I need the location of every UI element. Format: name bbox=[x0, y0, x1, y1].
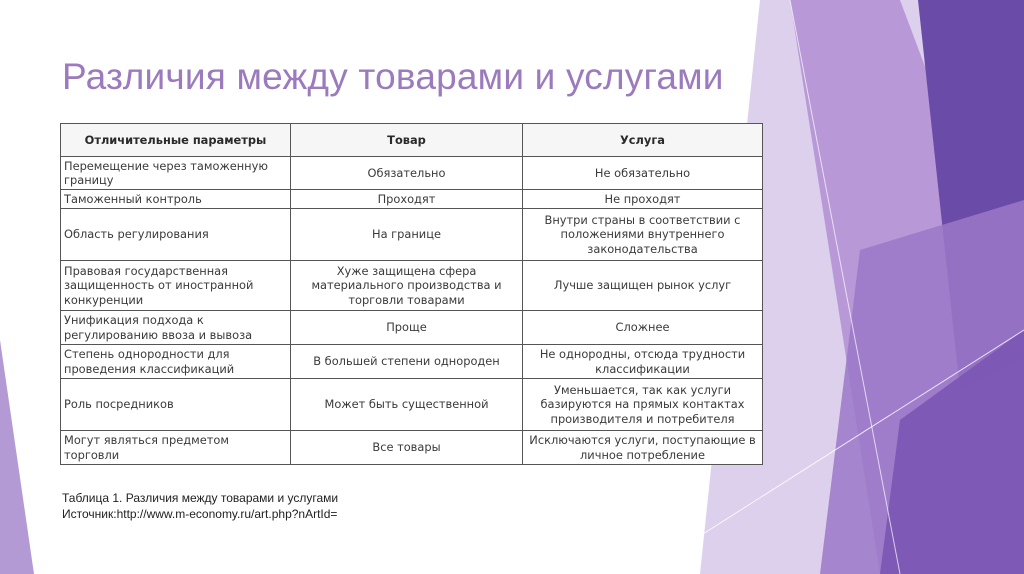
decor-shape-left bbox=[0, 340, 34, 574]
table-cell: Внутри страны в соответствии с положениями внутреннего законодательства bbox=[523, 209, 763, 261]
table-cell: Может быть существенной bbox=[291, 379, 523, 431]
table-cell: Роль посредников bbox=[61, 379, 291, 431]
table-row bbox=[61, 311, 763, 345]
table-row bbox=[61, 157, 763, 190]
slide-title: Различия между товарами и услугами bbox=[62, 56, 724, 97]
table-cell: Хуже защищена сфера материального производства и торговли товарами bbox=[291, 261, 523, 311]
header-cell: Отличительные параметры bbox=[61, 124, 291, 157]
table-row bbox=[61, 209, 763, 261]
caption-source: Источник:http://www.m-economy.ru/art.php?nArtId= bbox=[62, 507, 338, 521]
table-cell: Не проходят bbox=[523, 190, 763, 209]
table-cell: Таможенный контроль bbox=[61, 190, 291, 209]
table-header-row bbox=[61, 124, 763, 157]
table-row bbox=[61, 379, 763, 431]
table-row bbox=[61, 431, 763, 465]
table-row bbox=[61, 345, 763, 379]
table-cell: Перемещение через таможенную границу bbox=[61, 157, 291, 190]
table-cell: Могут являться предметом торговли bbox=[61, 431, 291, 465]
comparison-table bbox=[60, 123, 763, 465]
table-row bbox=[61, 190, 763, 209]
table-cell: Область регулирования bbox=[61, 209, 291, 261]
table-cell: На границе bbox=[291, 209, 523, 261]
table-cell: В большей степени однороден bbox=[291, 345, 523, 379]
header-cell: Услуга bbox=[523, 124, 763, 157]
table-cell: Степень однородности для проведения классификаций bbox=[61, 345, 291, 379]
table-cell: Исключаются услуги, поступающие в личное потребление bbox=[523, 431, 763, 465]
table-caption bbox=[62, 490, 338, 522]
table-cell: Правовая государственная защищенность от иностранной конкуренции bbox=[61, 261, 291, 311]
table-cell: Проходят bbox=[291, 190, 523, 209]
table-cell: Унификация подхода к регулированию ввоза и вывоза bbox=[61, 311, 291, 345]
table-row bbox=[61, 261, 763, 311]
table-cell: Все товары bbox=[291, 431, 523, 465]
table-cell: Не обязательно bbox=[523, 157, 763, 190]
table-cell: Сложнее bbox=[523, 311, 763, 345]
table-cell: Уменьшается, так как услуги базируются на прямых контактах производителя и потребителя bbox=[523, 379, 763, 431]
table-cell: Лучше защищен рынок услуг bbox=[523, 261, 763, 311]
caption-title: Таблица 1. Различия между товарами и услугами bbox=[62, 491, 339, 505]
table-cell: Обязательно bbox=[291, 157, 523, 190]
table-cell: Не однородны, отсюда трудности классификации bbox=[523, 345, 763, 379]
table-cell: Проще bbox=[291, 311, 523, 345]
header-cell: Товар bbox=[291, 124, 523, 157]
